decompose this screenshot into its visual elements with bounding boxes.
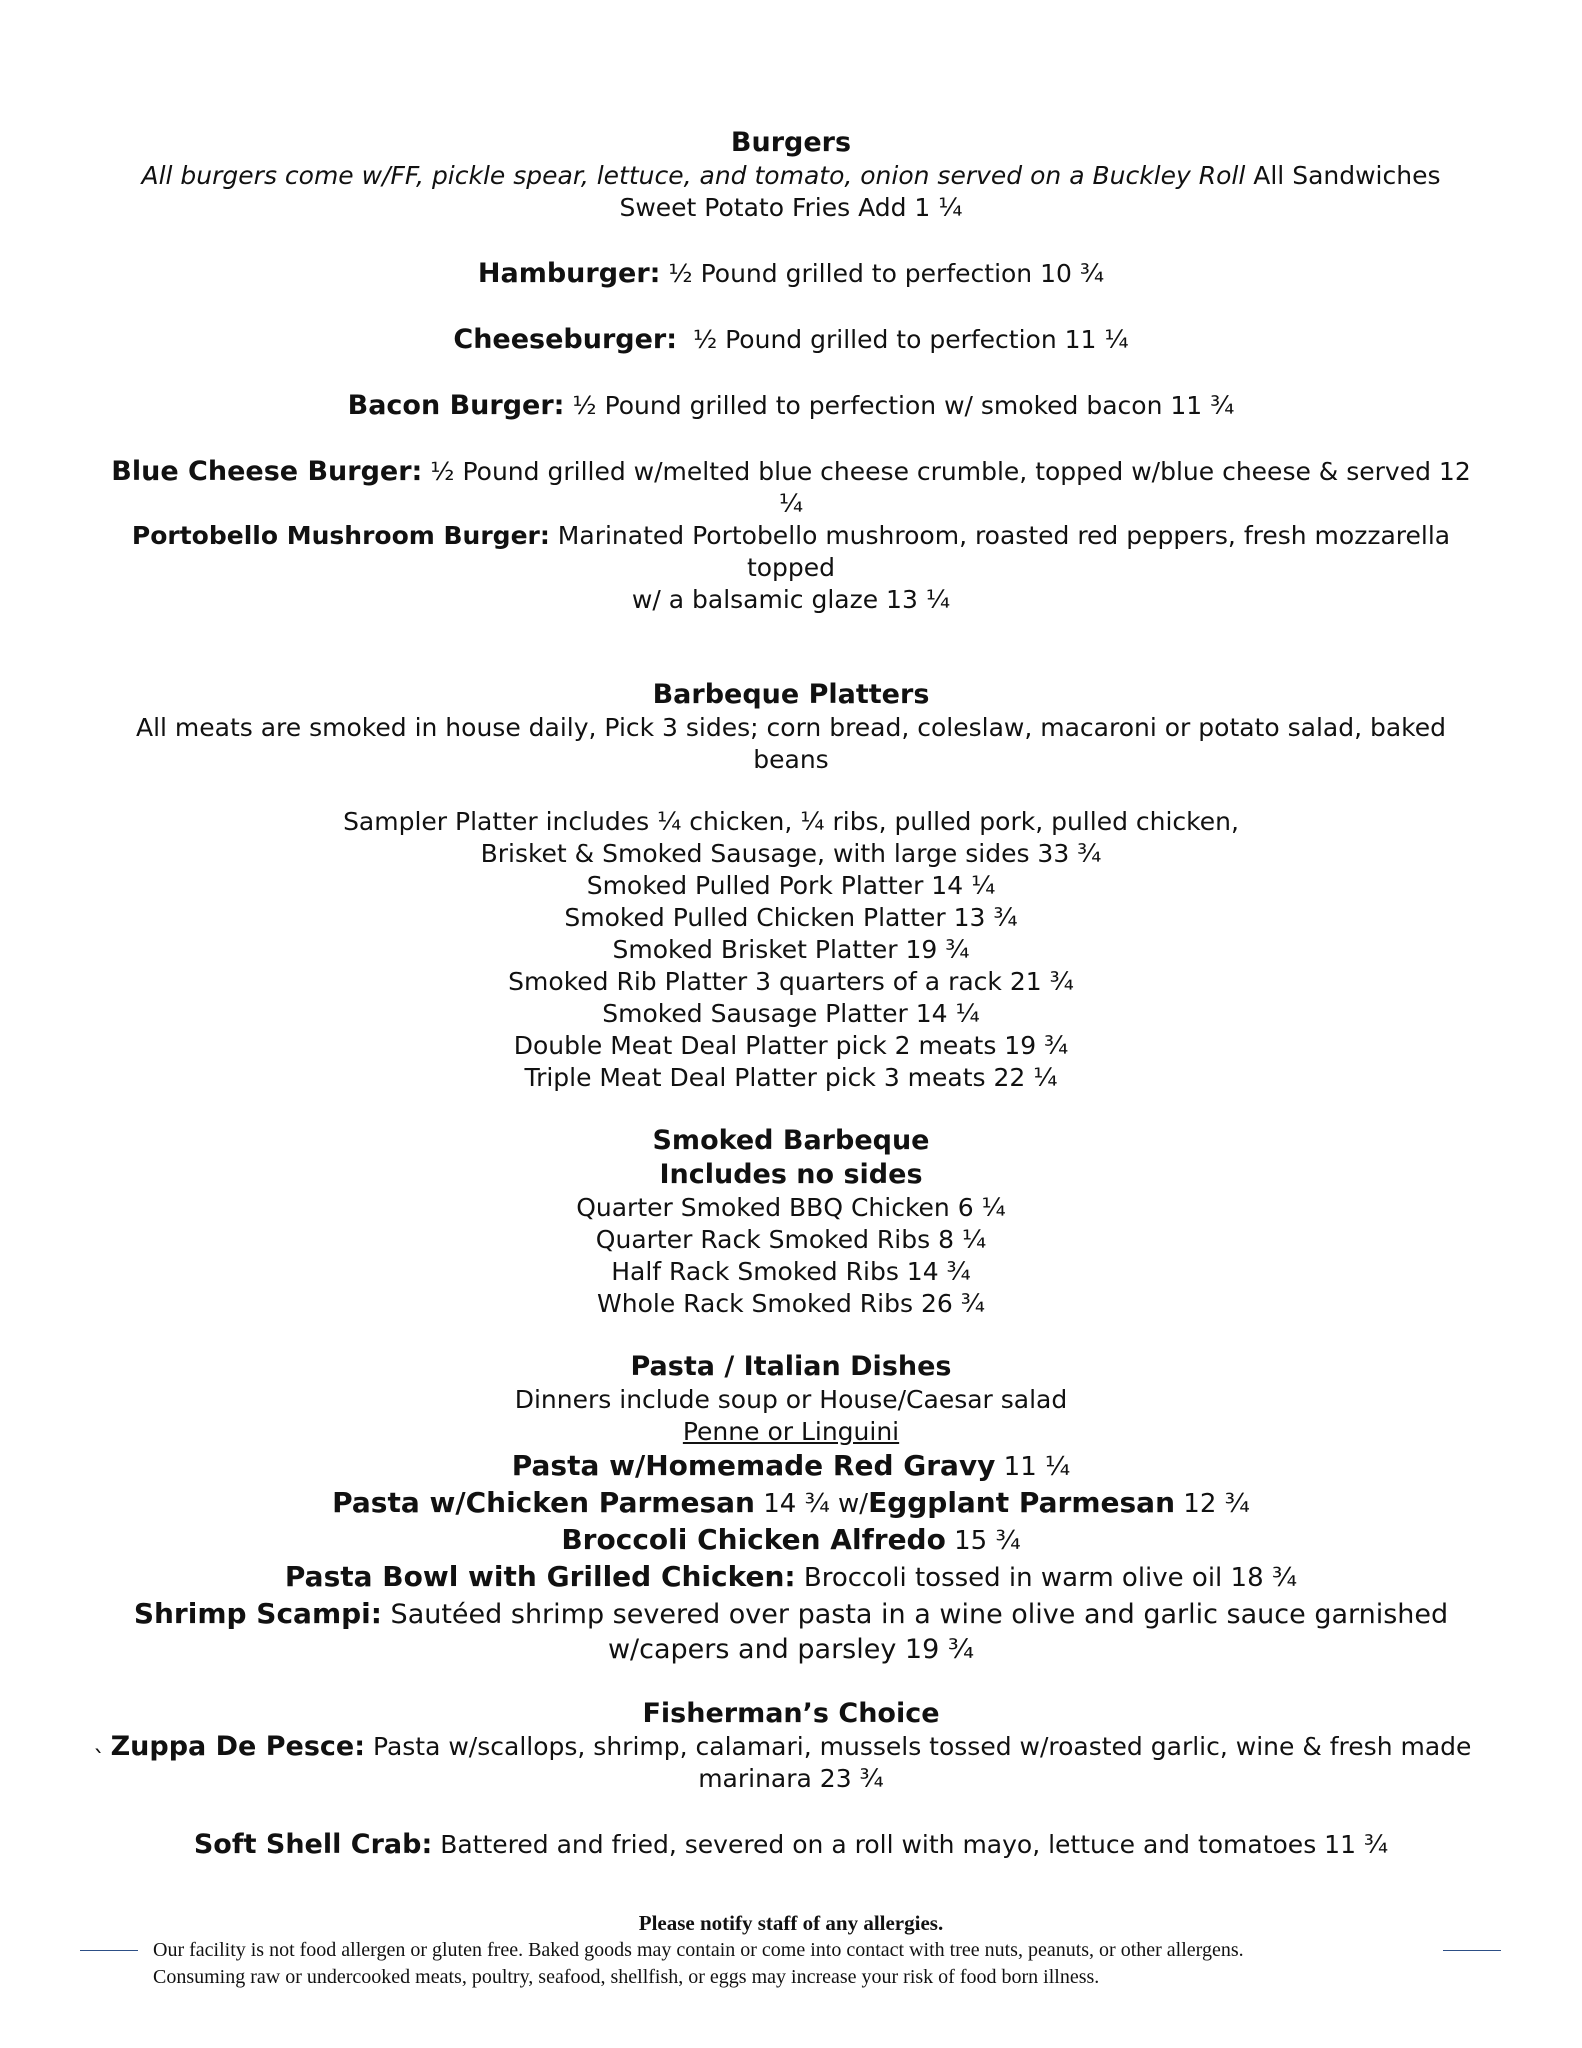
list-item: Smoked Sausage Platter 14 ¼ xyxy=(602,999,980,1028)
pasta-item-scampi-line2: w/capers and parsley 19 ¾ xyxy=(607,1634,975,1665)
spacer xyxy=(100,290,1482,324)
list-item: Double Meat Deal Platter pick 2 meats 19 ¾ xyxy=(513,1031,1069,1060)
allergy-notice xyxy=(0,1937,1582,1991)
spacer xyxy=(100,1795,1482,1829)
list-item: Quarter Rack Smoked Ribs 8 ¼ xyxy=(595,1225,987,1254)
spacer xyxy=(100,1667,1482,1697)
allergy-line-1: Our facility is not food allergen or gluten free. Baked goods may contain or come into contact with tree nuts, peanuts, or other allergens. xyxy=(153,1939,1244,1961)
burger-item-blue-cheese-burger xyxy=(100,456,1482,520)
burger-item-cheeseburger xyxy=(100,324,1482,356)
burgers-intro-regular: All Sandwiches xyxy=(1245,161,1441,190)
pasta-intro: Dinners include soup or House/Caesar salad xyxy=(514,1385,1068,1414)
burgers-intro-italic: All burgers come w/FF, pickle spear, lettuce, and tomato, onion served on a Buckley Roll xyxy=(141,161,1246,190)
item-description: ½ Pound grilled w/melted blue cheese crumble, topped w/blue cheese & served 12 ¼ xyxy=(422,457,1471,518)
item-description: Marinated Portobello mushroom, roasted red peppers, fresh mozzarella topped xyxy=(549,521,1451,582)
pasta-item-red-gravy xyxy=(100,1448,1482,1485)
spacer xyxy=(100,422,1482,456)
smoked-bbq-title: Smoked Barbeque xyxy=(652,1125,930,1156)
burger-item-portobello xyxy=(100,520,1482,584)
list-item: Sampler Platter includes ¼ chicken, ¼ ribs, pulled pork, pulled chicken, xyxy=(343,807,1239,836)
bbq-platters-title: Barbeque Platters xyxy=(652,679,930,710)
allergy-footer xyxy=(0,1910,1582,1991)
item-description: Battered and fried, severed on a roll with mayo, lettuce and tomatoes 11 ¾ xyxy=(432,1830,1389,1859)
stray-backtick: ` xyxy=(92,1746,107,1774)
item-name: Bacon Burger: xyxy=(347,390,565,421)
item-price: 11 ¼ xyxy=(995,1452,1071,1482)
item-name: Cheeseburger: xyxy=(453,324,678,355)
item-description: ½ Pound grilled to perfection 10 ¾ xyxy=(660,259,1105,288)
pasta-choice: Penne or Linguini xyxy=(682,1417,900,1446)
list-item: Smoked Rib Platter 3 quarters of a rack 21 ¾ xyxy=(508,967,1074,996)
item-name: Eggplant Parmesan xyxy=(868,1486,1176,1519)
allergy-heading: Please notify staff of any allergies. xyxy=(638,1911,944,1935)
footer-rule-left xyxy=(80,1950,138,1951)
pasta-section xyxy=(100,1350,1482,1667)
pasta-title: Pasta / Italian Dishes xyxy=(630,1351,952,1382)
item-name: Pasta w/Chicken Parmesan xyxy=(332,1486,755,1519)
item-name: Broccoli Chicken Alfredo xyxy=(561,1523,946,1556)
fishermans-choice-section xyxy=(100,1697,1482,1861)
pasta-item-alfredo xyxy=(100,1522,1482,1559)
item-price: 14 ¾ w/ xyxy=(754,1489,869,1519)
item-name: Shrimp Scampi: xyxy=(133,1597,382,1630)
allergy-text xyxy=(153,1937,1438,1991)
menu-content xyxy=(100,126,1482,1861)
item-price: 12 ¾ xyxy=(1175,1489,1250,1519)
list-item: Brisket & Smoked Sausage, with large sides 33 ¾ xyxy=(480,839,1102,868)
fish-item-zuppa-line2: marinara 23 ¾ xyxy=(698,1764,884,1793)
fishermans-choice-title: Fisherman’s Choice xyxy=(642,1698,940,1729)
burgers-intro xyxy=(100,160,1482,192)
bbq-platters-section xyxy=(100,678,1482,1094)
list-item: Smoked Brisket Platter 19 ¾ xyxy=(612,935,970,964)
bbq-platters-intro: All meats are smoked in house daily, Pick 3 sides; corn bread, coleslaw, macaroni or potato salad, baked xyxy=(135,713,1447,742)
spacer xyxy=(100,776,1482,806)
item-description: ½ Pound grilled to perfection 11 ¼ xyxy=(677,325,1129,354)
item-name: Hamburger: xyxy=(477,258,661,289)
item-name: Zuppa De Pesce: xyxy=(110,1731,366,1762)
pasta-item-scampi xyxy=(100,1596,1482,1632)
smoked-bbq-subtitle: Includes no sides xyxy=(659,1159,923,1190)
burgers-title: Burgers xyxy=(730,127,852,158)
item-description: ½ Pound grilled to perfection w/ smoked bacon 11 ¾ xyxy=(564,391,1235,420)
item-name: Pasta w/Homemade Red Gravy xyxy=(511,1449,996,1482)
item-description: Pasta w/scallops, shrimp, calamari, mussels tossed w/roasted garlic, wine & fresh made xyxy=(365,1732,1472,1761)
list-item: Half Rack Smoked Ribs 14 ¾ xyxy=(611,1257,971,1286)
burgers-intro-line2: Sweet Potato Fries Add 1 ¼ xyxy=(619,193,963,222)
item-name: Blue Cheese Burger: xyxy=(111,456,423,487)
item-description: Sautéed shrimp severed over pasta in a wine olive and garlic sauce garnished xyxy=(381,1599,1449,1630)
item-description: Broccoli tossed in warm olive oil 18 ¾ xyxy=(795,1563,1298,1593)
burger-item-hamburger xyxy=(100,258,1482,290)
item-name: Portobello Mushroom Burger: xyxy=(131,521,550,550)
item-price: 15 ¾ xyxy=(945,1526,1021,1556)
allergy-line-2: Consuming raw or undercooked meats, poultry, seafood, shellfish, or eggs may increase your risk of food born illness. xyxy=(153,1966,1100,1988)
spacer xyxy=(100,616,1482,678)
burger-item-portobello-line2: w/ a balsamic glaze 13 ¼ xyxy=(631,585,951,614)
spacer xyxy=(100,1320,1482,1350)
spacer xyxy=(100,224,1482,258)
list-item: Smoked Pulled Chicken Platter 13 ¾ xyxy=(564,903,1018,932)
pasta-item-chicken-parmesan xyxy=(100,1485,1482,1522)
item-name: Soft Shell Crab: xyxy=(193,1829,433,1860)
fish-item-soft-shell-crab xyxy=(100,1829,1482,1861)
bbq-platters-intro-line2: beans xyxy=(753,745,829,774)
burgers-section xyxy=(100,126,1482,616)
footer-rule-right xyxy=(1443,1950,1501,1951)
spacer xyxy=(100,1094,1482,1124)
smoked-bbq-section xyxy=(100,1124,1482,1320)
spacer xyxy=(100,356,1482,390)
list-item: Smoked Pulled Pork Platter 14 ¼ xyxy=(586,871,996,900)
burger-item-bacon-burger xyxy=(100,390,1482,422)
list-item: Quarter Smoked BBQ Chicken 6 ¼ xyxy=(576,1193,1006,1222)
list-item: Triple Meat Deal Platter pick 3 meats 22 ¼ xyxy=(524,1063,1058,1092)
fish-item-zuppa xyxy=(100,1731,1482,1763)
list-item: Whole Rack Smoked Ribs 26 ¾ xyxy=(597,1289,985,1318)
item-name: Pasta Bowl with Grilled Chicken: xyxy=(284,1560,796,1593)
pasta-item-bowl xyxy=(100,1559,1482,1596)
